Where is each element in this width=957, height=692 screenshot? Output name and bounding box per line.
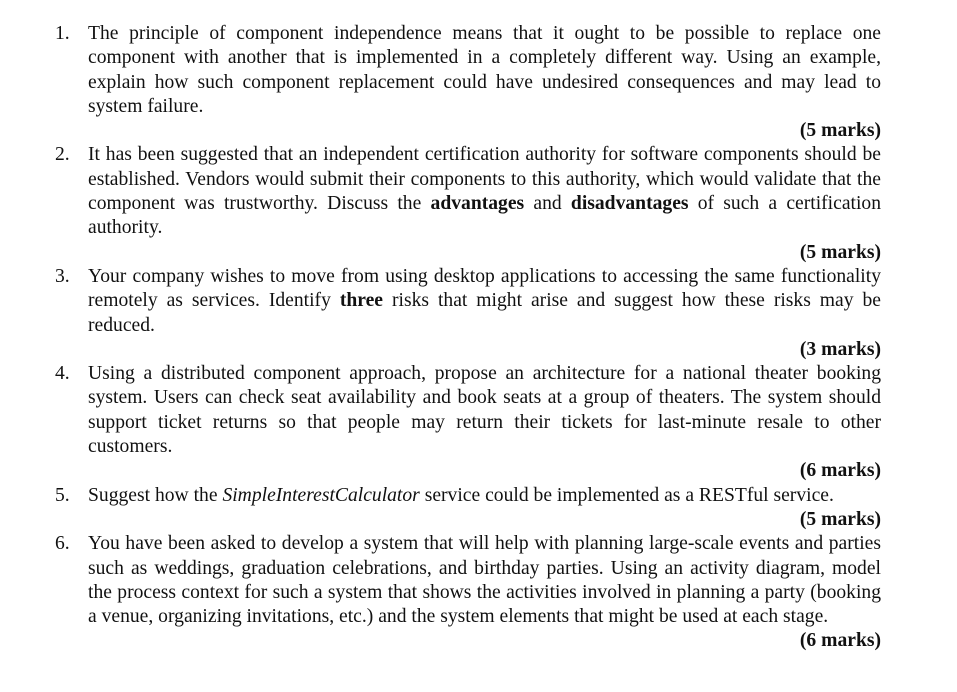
question-number: 2. (55, 144, 70, 166)
question-number: 1. (55, 23, 70, 44)
question-list (0, 22, 957, 654)
question-emphasis: advantages (430, 193, 525, 215)
question-text-segment: service could be implemented as a RESTful service. (419, 484, 834, 506)
question-text-segment: It has been suggested that an independent certification authority for software components should be established. Vendors would submit their components to this authority, which would validate that the component was trustworthy. Discuss the (88, 144, 881, 215)
question-text (88, 265, 881, 338)
question-number: 4. (55, 363, 70, 385)
question-item (0, 265, 881, 362)
question-number: 5. (55, 484, 70, 506)
question-marks: (5 marks) (799, 508, 881, 530)
question-text: You have been asked to develop a system that will help with planning large-scale events and parties such as weddings, graduation celebrations, and birthday parties. Using an activity diagram, model the process context for such a system that shows the activities involved in planning a party (booking a venue, organizing invitations, etc.) and the system elements that might be used at each stage. (88, 533, 881, 628)
question-text-segment: Suggest how the (88, 484, 223, 506)
question-text (88, 143, 881, 240)
question-text-segment: of such a certification authority. (88, 193, 881, 239)
question-text (88, 484, 881, 508)
question-text-segment: risks that might arise and suggest how these risks may be reduced. (88, 290, 881, 336)
question-item (0, 532, 881, 653)
question-marks: (6 marks) (799, 630, 881, 652)
question-item (0, 362, 881, 483)
question-marks: (5 marks) (799, 241, 881, 263)
question-marks: (5 marks) (799, 120, 881, 142)
question-item (0, 22, 881, 143)
question-text-segment: and (524, 193, 571, 215)
question-text: The principle of component independence means that it ought to be possible to replace one component with another that is implemented in a completely different way. Using an example, explain how such component replacement could have undesired consequences and may lead to system failure. (88, 23, 881, 117)
question-emphasis: disadvantages (570, 193, 689, 215)
question-number: 6. (55, 533, 70, 555)
question-item (0, 143, 881, 264)
question-item (0, 484, 881, 533)
question-text: Using a distributed component approach, propose an architecture for a national theater booking system. Users can check seat availability and book seats at a group of theaters. The system should support ticket returns so that people may return their tickets for last-minute resale to other customers. (88, 363, 881, 458)
question-text-segment: Your company wishes to move from using desktop applications to accessing the same functionality remotely as services. Identify (88, 265, 881, 312)
question-emphasis: SimpleInterestCalculator (222, 484, 420, 506)
question-emphasis: three (339, 290, 384, 312)
question-marks: (6 marks) (799, 460, 881, 482)
question-number: 3. (55, 265, 70, 287)
question-marks: (3 marks) (799, 338, 881, 360)
